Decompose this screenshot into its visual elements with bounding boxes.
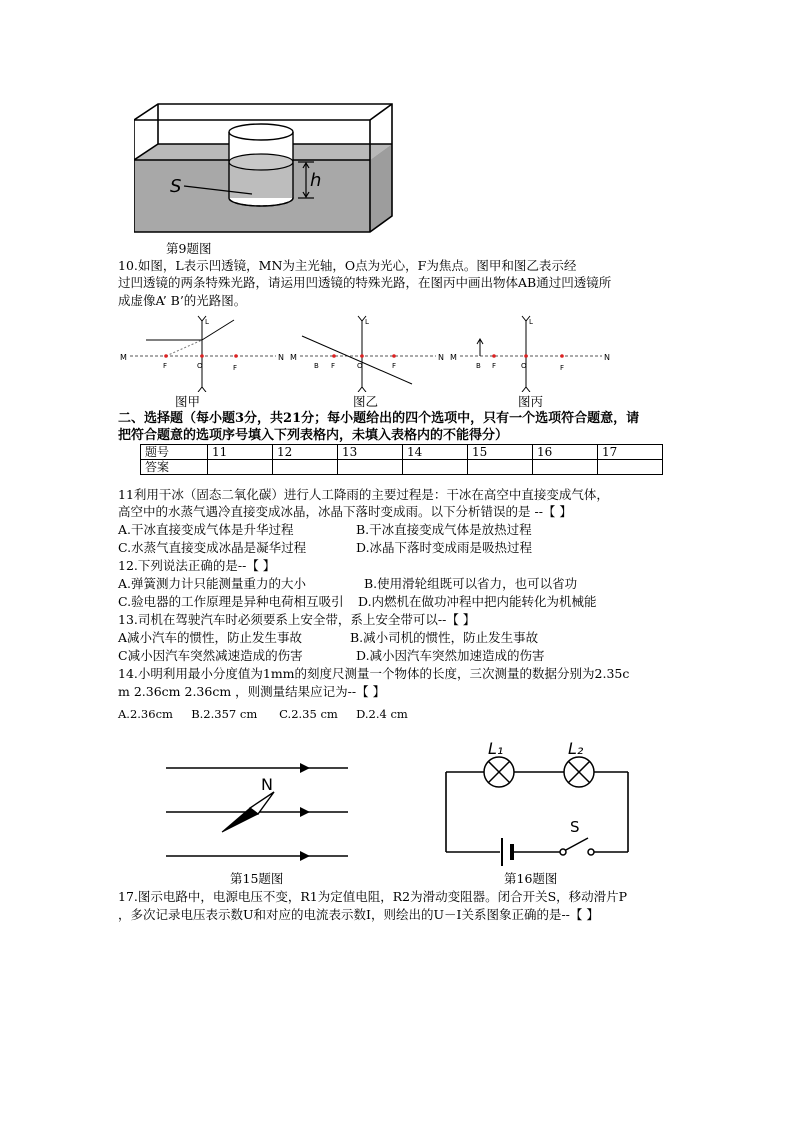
label-m: M <box>450 353 457 362</box>
q11-line2: 高空中的水蒸气遇冷直接变成冰晶，冰晶下落时变成雨。以下分析错误的是 --【 】 <box>118 504 572 519</box>
fig16-caption: 第16题图 <box>504 871 558 886</box>
label-s: S <box>170 176 182 197</box>
q12-option-d: D.内燃机在做功冲程中把内能转化为机械能 <box>358 594 597 609</box>
label-s: S <box>570 818 580 836</box>
fig16-circuit-diagram <box>436 736 636 868</box>
fig9-tank-diagram <box>134 98 394 234</box>
fig15-caption: 第15题图 <box>230 871 284 886</box>
label-f2: F <box>392 362 397 370</box>
q17-line2: ，多次记录电压表示数U和对应的电流表示数I，则绘出的U－I关系图象正确的是--【 】 <box>118 907 599 922</box>
question-number: 16 <box>533 445 598 460</box>
answer-cell[interactable] <box>533 460 598 475</box>
question-number: 11 <box>208 445 273 460</box>
q12-option-b: B.使用滑轮组既可以省力，也可以省功 <box>364 576 578 591</box>
label-o: O <box>521 362 527 370</box>
q14-line1: 14.小明利用最小分度值为1mm的刻度尺测量一个物体的长度，三次测量的数据分别为2.35c <box>118 666 630 681</box>
label-o: O <box>197 362 203 370</box>
bulb-l2 <box>564 757 594 787</box>
label-m: M <box>290 353 297 362</box>
fig9-caption: 第9题图 <box>166 241 212 256</box>
question-number: 17 <box>598 445 663 460</box>
label-m: M <box>120 353 127 362</box>
label-f: F <box>331 362 336 370</box>
answer-table-answer-row <box>141 460 663 475</box>
bulb-l1 <box>484 757 514 787</box>
label-l1: L₁ <box>488 739 504 758</box>
fig15-compass-diagram <box>158 752 358 862</box>
cylinder <box>229 124 293 206</box>
answer-cell[interactable] <box>208 460 273 475</box>
q13-option-b: B.减小司机的惯性，防止发生事故 <box>350 630 539 645</box>
answer-cell[interactable] <box>468 460 533 475</box>
header-label: 题号 <box>141 445 208 460</box>
fig-yi-caption: 图乙 <box>353 394 379 409</box>
q12-stem: 12.下列说法正确的是--【 】 <box>118 558 276 573</box>
label-n: N <box>261 775 273 794</box>
label-l: L <box>205 318 209 326</box>
answer-cell[interactable] <box>273 460 338 475</box>
q10-line2: 过凹透镜的两条特殊光路，请运用凹透镜的特殊光路，在图丙中画出物体AB通过凹透镜所 <box>118 275 612 290</box>
label-l: L <box>529 318 533 326</box>
label-o: O <box>357 362 363 370</box>
q12-option-c: C.验电器的工作原理是异种电荷相互吸引 <box>118 594 344 609</box>
label-n: N <box>604 353 610 362</box>
section2-heading-line1: 二、选择题（每小题3分，共21分；每小题给出的四个选项中，只有一个选项符合题意，请 <box>118 411 640 426</box>
answer-table <box>140 444 663 475</box>
question-number: 13 <box>338 445 403 460</box>
q10-line1: 10.如图，L表示凹透镜，MN为主光轴，O点为光心，F为焦点。图甲和图乙表示经 <box>118 258 577 273</box>
fig-yi-diagram <box>286 312 446 392</box>
answer-cell[interactable] <box>403 460 468 475</box>
q11-option-a: A.干冰直接变成气体是升华过程 <box>118 522 294 537</box>
label-f2: F <box>233 364 238 372</box>
q12-option-a: A.弹簧测力计只能测量重力的大小 <box>118 576 307 591</box>
q11-option-c: C.水蒸气直接变成冰晶是凝华过程 <box>118 540 307 555</box>
label-f: F <box>163 362 168 370</box>
question-number: 14 <box>403 445 468 460</box>
answer-cell[interactable] <box>338 460 403 475</box>
battery <box>502 838 512 866</box>
fig-bing-caption: 图丙 <box>518 394 544 409</box>
answer-label: 答案 <box>141 460 208 475</box>
label-f: F <box>492 362 497 370</box>
q14-line2: m 2.36cm 2.36cm ，则测量结果应记为--【 】 <box>118 684 386 699</box>
question-number: 15 <box>468 445 533 460</box>
fig-jia-caption: 图甲 <box>175 394 201 409</box>
q11-option-b: B.干冰直接变成气体是放热过程 <box>356 522 532 537</box>
question-number: 12 <box>273 445 338 460</box>
q14-options: A.2.36cm B.2.357 cm C.2.35 cm D.2.4 cm <box>118 707 408 721</box>
label-b: B <box>476 362 481 370</box>
answer-cell[interactable] <box>598 460 663 475</box>
fig-bing-diagram <box>446 312 612 392</box>
fig-jia-diagram <box>116 312 286 392</box>
label-f2: F <box>560 364 565 372</box>
label-n: N <box>438 353 444 362</box>
label-b: B <box>314 362 319 370</box>
label-n: N <box>278 353 284 362</box>
section2-heading-line2: 把符合题意的选项序号填入下列表格内，未填入表格内的不能得分） <box>118 428 509 443</box>
q13-option-d: D.减小因汽车突然加速造成的伤害 <box>356 648 545 663</box>
q11-option-d: D.冰晶下落时变成雨是吸热过程 <box>356 540 533 555</box>
q13-option-a: A减小汽车的惯性，防止发生事故 <box>118 630 303 645</box>
q13-stem: 13.司机在驾驶汽车时必须要系上安全带，系上安全带可以--【 】 <box>118 612 476 627</box>
q10-line3: 成虚像A’ B’的光路图。 <box>118 293 247 308</box>
answer-table-header-row <box>141 445 663 460</box>
q13-option-c: C减小因汽车突然减速造成的伤害 <box>118 648 303 663</box>
label-l: L <box>365 318 369 326</box>
q11-line1: 11利用干冰（固态二氧化碳）进行人工降雨的主要过程是：干冰在高空中直接变成气体， <box>118 487 609 502</box>
label-l2: L₂ <box>568 739 584 758</box>
q17-line1: 17.图示电路中，电源电压不变，R1为定值电阻，R2为滑动变阻器。闭合开关S，移动滑片P <box>118 889 628 904</box>
switch-s <box>560 838 594 855</box>
label-h: h <box>310 170 322 191</box>
